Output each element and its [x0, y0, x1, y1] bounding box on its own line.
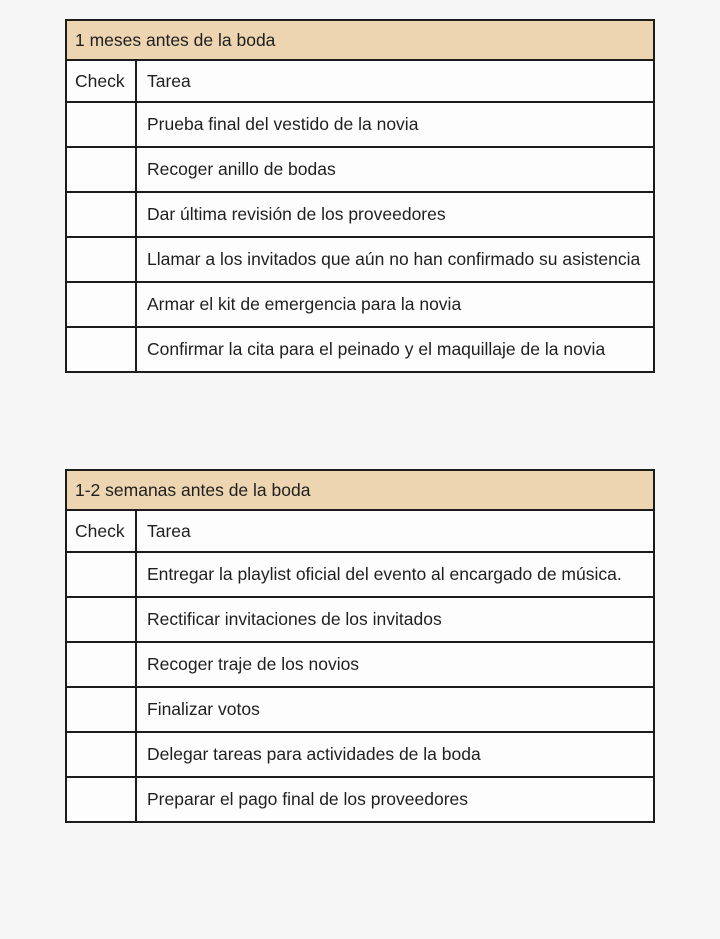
- check-cell[interactable]: [66, 327, 136, 372]
- check-cell[interactable]: [66, 102, 136, 147]
- task-text: Rectificar invitaciones de los invitados: [136, 597, 654, 642]
- table-row: [66, 282, 654, 327]
- checklist-document: [0, 19, 720, 939]
- table-row: [66, 597, 654, 642]
- task-text: Entregar la playlist oficial del evento al encargado de música.: [136, 552, 654, 597]
- task-text: Recoger anillo de bodas: [136, 147, 654, 192]
- table-row: [66, 777, 654, 822]
- task-text: Llamar a los invitados que aún no han confirmado su asistencia: [136, 237, 654, 282]
- checklist-table-one-two-weeks: [65, 469, 655, 823]
- task-text: Recoger traje de los novios: [136, 642, 654, 687]
- section-title: 1-2 semanas antes de la boda: [66, 470, 654, 510]
- check-cell[interactable]: [66, 777, 136, 822]
- section-title: 1 meses antes de la boda: [66, 20, 654, 60]
- task-text: Armar el kit de emergencia para la novia: [136, 282, 654, 327]
- task-text: Preparar el pago final de los proveedores: [136, 777, 654, 822]
- table-row: [66, 327, 654, 372]
- column-header-row: [66, 60, 654, 102]
- table-row: [66, 192, 654, 237]
- task-text: Finalizar votos: [136, 687, 654, 732]
- check-cell[interactable]: [66, 192, 136, 237]
- table-row: [66, 732, 654, 777]
- task-text: Prueba final del vestido de la novia: [136, 102, 654, 147]
- column-header-tarea: Tarea: [136, 510, 654, 552]
- task-text: Confirmar la cita para el peinado y el maquillaje de la novia: [136, 327, 654, 372]
- section-title-row: [66, 20, 654, 60]
- table-row: [66, 237, 654, 282]
- check-cell[interactable]: [66, 687, 136, 732]
- table-row: [66, 552, 654, 597]
- section-title-row: [66, 470, 654, 510]
- column-header-row: [66, 510, 654, 552]
- checklist-table-one-month: [65, 19, 655, 373]
- check-cell[interactable]: [66, 237, 136, 282]
- check-cell[interactable]: [66, 147, 136, 192]
- task-text: Delegar tareas para actividades de la boda: [136, 732, 654, 777]
- check-cell[interactable]: [66, 597, 136, 642]
- table-row: [66, 687, 654, 732]
- check-cell[interactable]: [66, 642, 136, 687]
- check-cell[interactable]: [66, 552, 136, 597]
- check-cell[interactable]: [66, 732, 136, 777]
- task-text: Dar última revisión de los proveedores: [136, 192, 654, 237]
- table-row: [66, 102, 654, 147]
- column-header-check: Check: [66, 60, 136, 102]
- column-header-tarea: Tarea: [136, 60, 654, 102]
- table-row: [66, 147, 654, 192]
- check-cell[interactable]: [66, 282, 136, 327]
- table-row: [66, 642, 654, 687]
- column-header-check: Check: [66, 510, 136, 552]
